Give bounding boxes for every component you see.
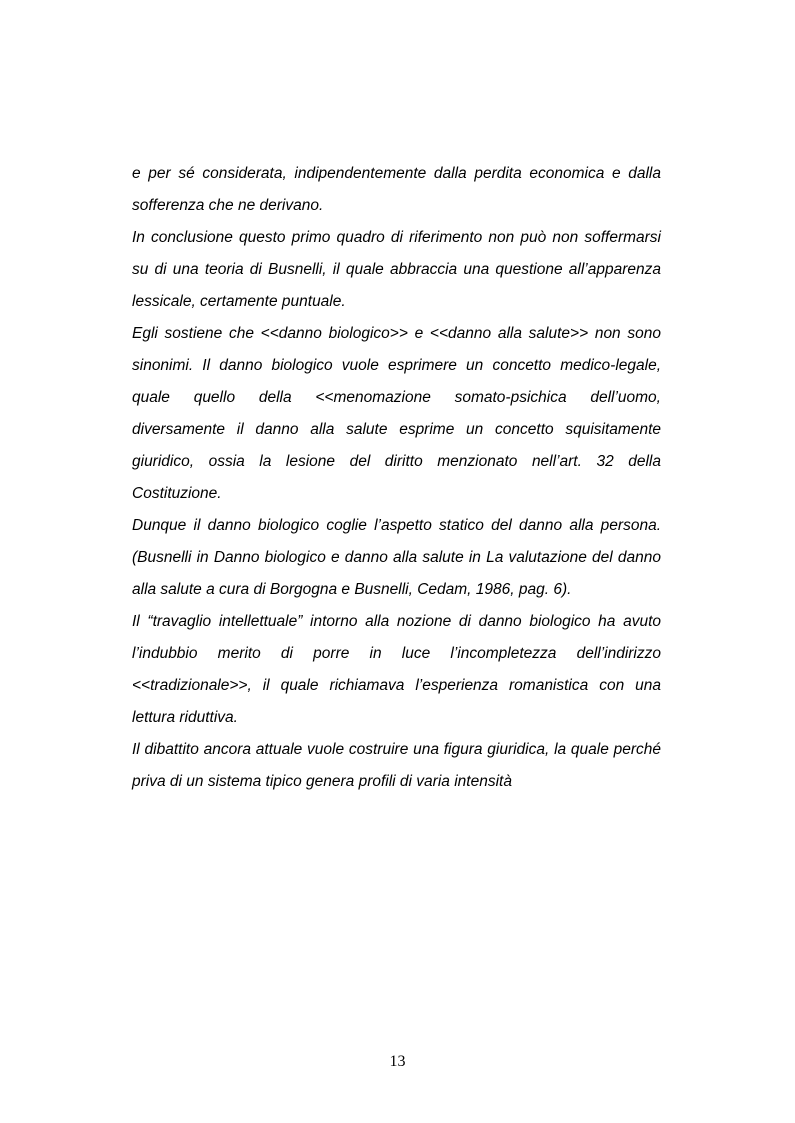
paragraph: e per sé considerata, indipendentemente dalla perdita economica e dalla sofferenza che ne derivano. bbox=[132, 165, 661, 214]
paragraph: In conclusione questo primo quadro di riferimento non può non soffermarsi su di una teoria di Busnelli, il quale abbraccia una questione all’apparenza lessicale, certamente puntuale. bbox=[132, 229, 661, 310]
paragraph: Dunque il danno biologico coglie l’aspetto statico del danno alla persona. (Busnelli in Danno biologico e danno alla salute in La valutazione del danno alla salute a cura di Borgogna e Busnelli, Cedam, 1986, pag. 6). bbox=[132, 517, 661, 598]
paragraph: Il “travaglio intellettuale” intorno alla nozione di danno biologico ha avuto l’indubbio merito di porre in luce l’incompletezza dell’indirizzo <<tradizionale>>, il quale richiamava l’esperienza romanistica con una lettura riduttiva. bbox=[132, 613, 661, 726]
body-text bbox=[132, 158, 661, 798]
paragraph: Il dibattito ancora attuale vuole costruire una figura giuridica, la quale perché priva di un sistema tipico genera profili di varia intensità bbox=[132, 741, 661, 790]
paragraph: Egli sostiene che <<danno biologico>> e <<danno alla salute>> non sono sinonimi. Il danno biologico vuole esprimere un concetto medico-legale, quale quello della <<menomazione somato-psichica dell’uomo, diversamente il danno alla salute esprime un concetto squisitamente giuridico, ossia la lesione del diritto menzionato nell’art. 32 della Costituzione. bbox=[132, 325, 661, 502]
page-number: 13 bbox=[389, 1053, 406, 1070]
